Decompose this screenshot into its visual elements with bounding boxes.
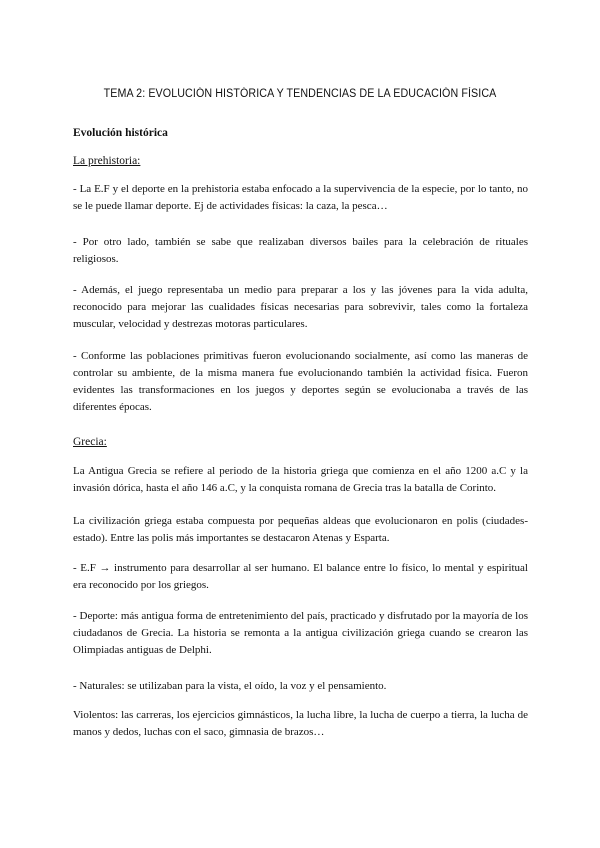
paragraph: La civilización griega estaba compuesta por pequeñas aldeas que evolucionaron en polis (ciudades-estado). Entre las polis más importantes se destacaron Atenas y Esparta. bbox=[73, 515, 528, 544]
paragraph: - Deporte: más antigua forma de entretenimiento del país, practicado y disfrutado por la mayoría de los ciudadanos de Grecia. La historia se remonta a la antigua civilización griega cuando se crearon las Olimpiadas antiguas de Delphi. bbox=[73, 610, 528, 656]
document-title: TEMA 2: EVOLUCIÓN HISTÓRICA Y TENDENCIAS DE LA EDUCACIÓN FÍSICA bbox=[103, 88, 497, 100]
paragraph: - La E.F y el deporte en la prehistoria estaba enfocado a la supervivencia de la especie, por lo tanto, no se le puede llamar deporte. Ej de actividades físicas: la caza, la pesca… bbox=[73, 183, 528, 212]
paragraph: - Naturales: se utilizaban para la vista, el oído, la voz y el pensamiento. bbox=[73, 680, 387, 692]
paragraph: - Además, el juego representaba un medio para preparar a los y las jóvenes para la vida adulta, reconocido para mejorar las cualidades físicas necesarias para sobrevivir, tales como la fortaleza muscular, velocidad y destrezas motoras particulares. bbox=[73, 284, 528, 330]
paragraph: - Por otro lado, también se sabe que realizaban diversos bailes para la celebración de rituales religiosos. bbox=[73, 236, 528, 265]
subtitle-prehistoria: La prehistoria: bbox=[73, 155, 141, 167]
paragraph: Violentos: las carreras, los ejercicios gimnásticos, la lucha libre, la lucha de cuerpo a tierra, la lucha de manos y dedos, luchas con el saco, gimnasia de brazos… bbox=[73, 709, 528, 738]
paragraph: - E.F → instrumento para desarrollar al ser humano. El balance entre lo físico, lo mental y espiritual era reconocido por los griegos. bbox=[73, 562, 528, 591]
subtitle-grecia: Grecia: bbox=[73, 436, 107, 448]
section-heading: Evolución histórica bbox=[73, 127, 168, 139]
paragraph: La Antigua Grecia se refiere al periodo de la historia griega que comienza en el año 1200 a.C y la invasión dórica, hasta el año 146 a.C, y la conquista romana de Grecia tras la batalla de Corinto. bbox=[73, 465, 528, 494]
paragraph: - Conforme las poblaciones primitivas fueron evolucionando socialmente, así como las maneras de controlar su ambiente, de la misma manera fue evolucionando también la actividad física. Fueron evidentes las transformaciones en los juegos y deportes según se evolucionaba a través de las diferentes épocas. bbox=[73, 350, 528, 413]
